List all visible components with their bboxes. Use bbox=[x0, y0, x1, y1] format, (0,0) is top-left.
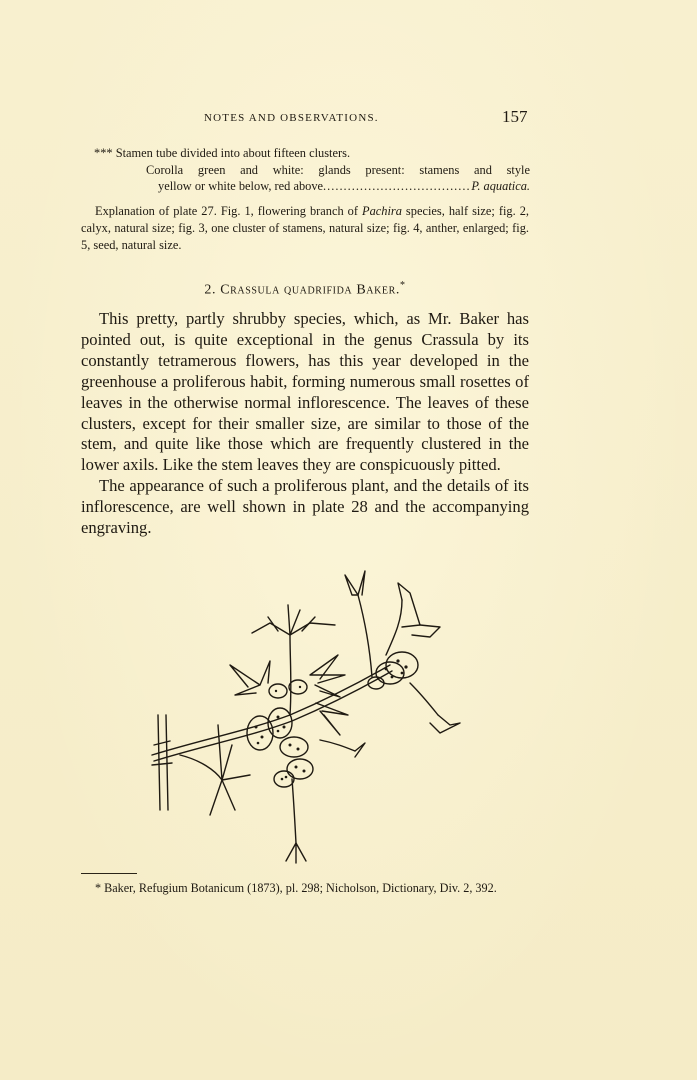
explanation-prefix: Explanation of plate 27. Fig. 1, flowering branch of bbox=[95, 204, 362, 218]
footnote-mark: * bbox=[400, 280, 406, 291]
plate-explanation bbox=[81, 203, 529, 254]
footnote-rule bbox=[81, 873, 137, 874]
footnote: * Baker, Refugium Botanicum (1873), pl. 298; Nicholson, Dictionary, Div. 2, 392. bbox=[95, 881, 497, 895]
identification-key bbox=[94, 145, 530, 195]
key-entry-line-3 bbox=[94, 178, 530, 195]
explanation-genus: Pachira bbox=[362, 204, 402, 218]
section-number: 2. bbox=[204, 282, 217, 298]
key-entry-line bbox=[94, 145, 530, 162]
key-species: P. aquatica. bbox=[471, 179, 530, 193]
running-title: NOTES AND OBSERVATIONS. bbox=[204, 112, 379, 124]
key-line-2: Corolla green and white: glands present: stamens and style bbox=[146, 162, 530, 177]
key-line-1: Stamen tube divided into about fifteen clusters. bbox=[115, 146, 351, 160]
paragraph-2: The appearance of such a proliferous plant, and the details of its inflorescence, are well shown in plate 28 and the accompanying engraving. bbox=[81, 476, 529, 538]
leader-dots bbox=[323, 178, 471, 195]
page-number: 157 bbox=[502, 107, 528, 126]
body-text bbox=[81, 309, 529, 539]
key-line-3-text: yellow or white below, red above bbox=[158, 179, 324, 193]
paragraph-1: This pretty, partly shrubby species, which, as Mr. Baker has pointed out, is quite exceptional in the genus Crassula by its constantly tetramerous flowers, has this year developed in the greenhouse a proliferous habit, forming numerous small rosettes of leaves in the otherwise normal inflorescence. The leaves of these clusters, except for their smaller size, are similar to those of the stem, and quite like those which are frequently clustered in the lower axils. Like the stem leaves they are conspicuously pitted. bbox=[81, 309, 529, 475]
section-title: Crassula quadrifida Baker. bbox=[220, 282, 400, 298]
explanation-suffix: species, half size; fig. 2, calyx, natural size; fig. 3, one cluster of stamens, natural size; fig. 4, anther, enlarged; fig. 5, seed, natural size. bbox=[81, 204, 529, 252]
key-marker: *** bbox=[94, 146, 113, 160]
section-heading bbox=[0, 280, 610, 299]
crassula-engraving-icon bbox=[140, 565, 470, 865]
